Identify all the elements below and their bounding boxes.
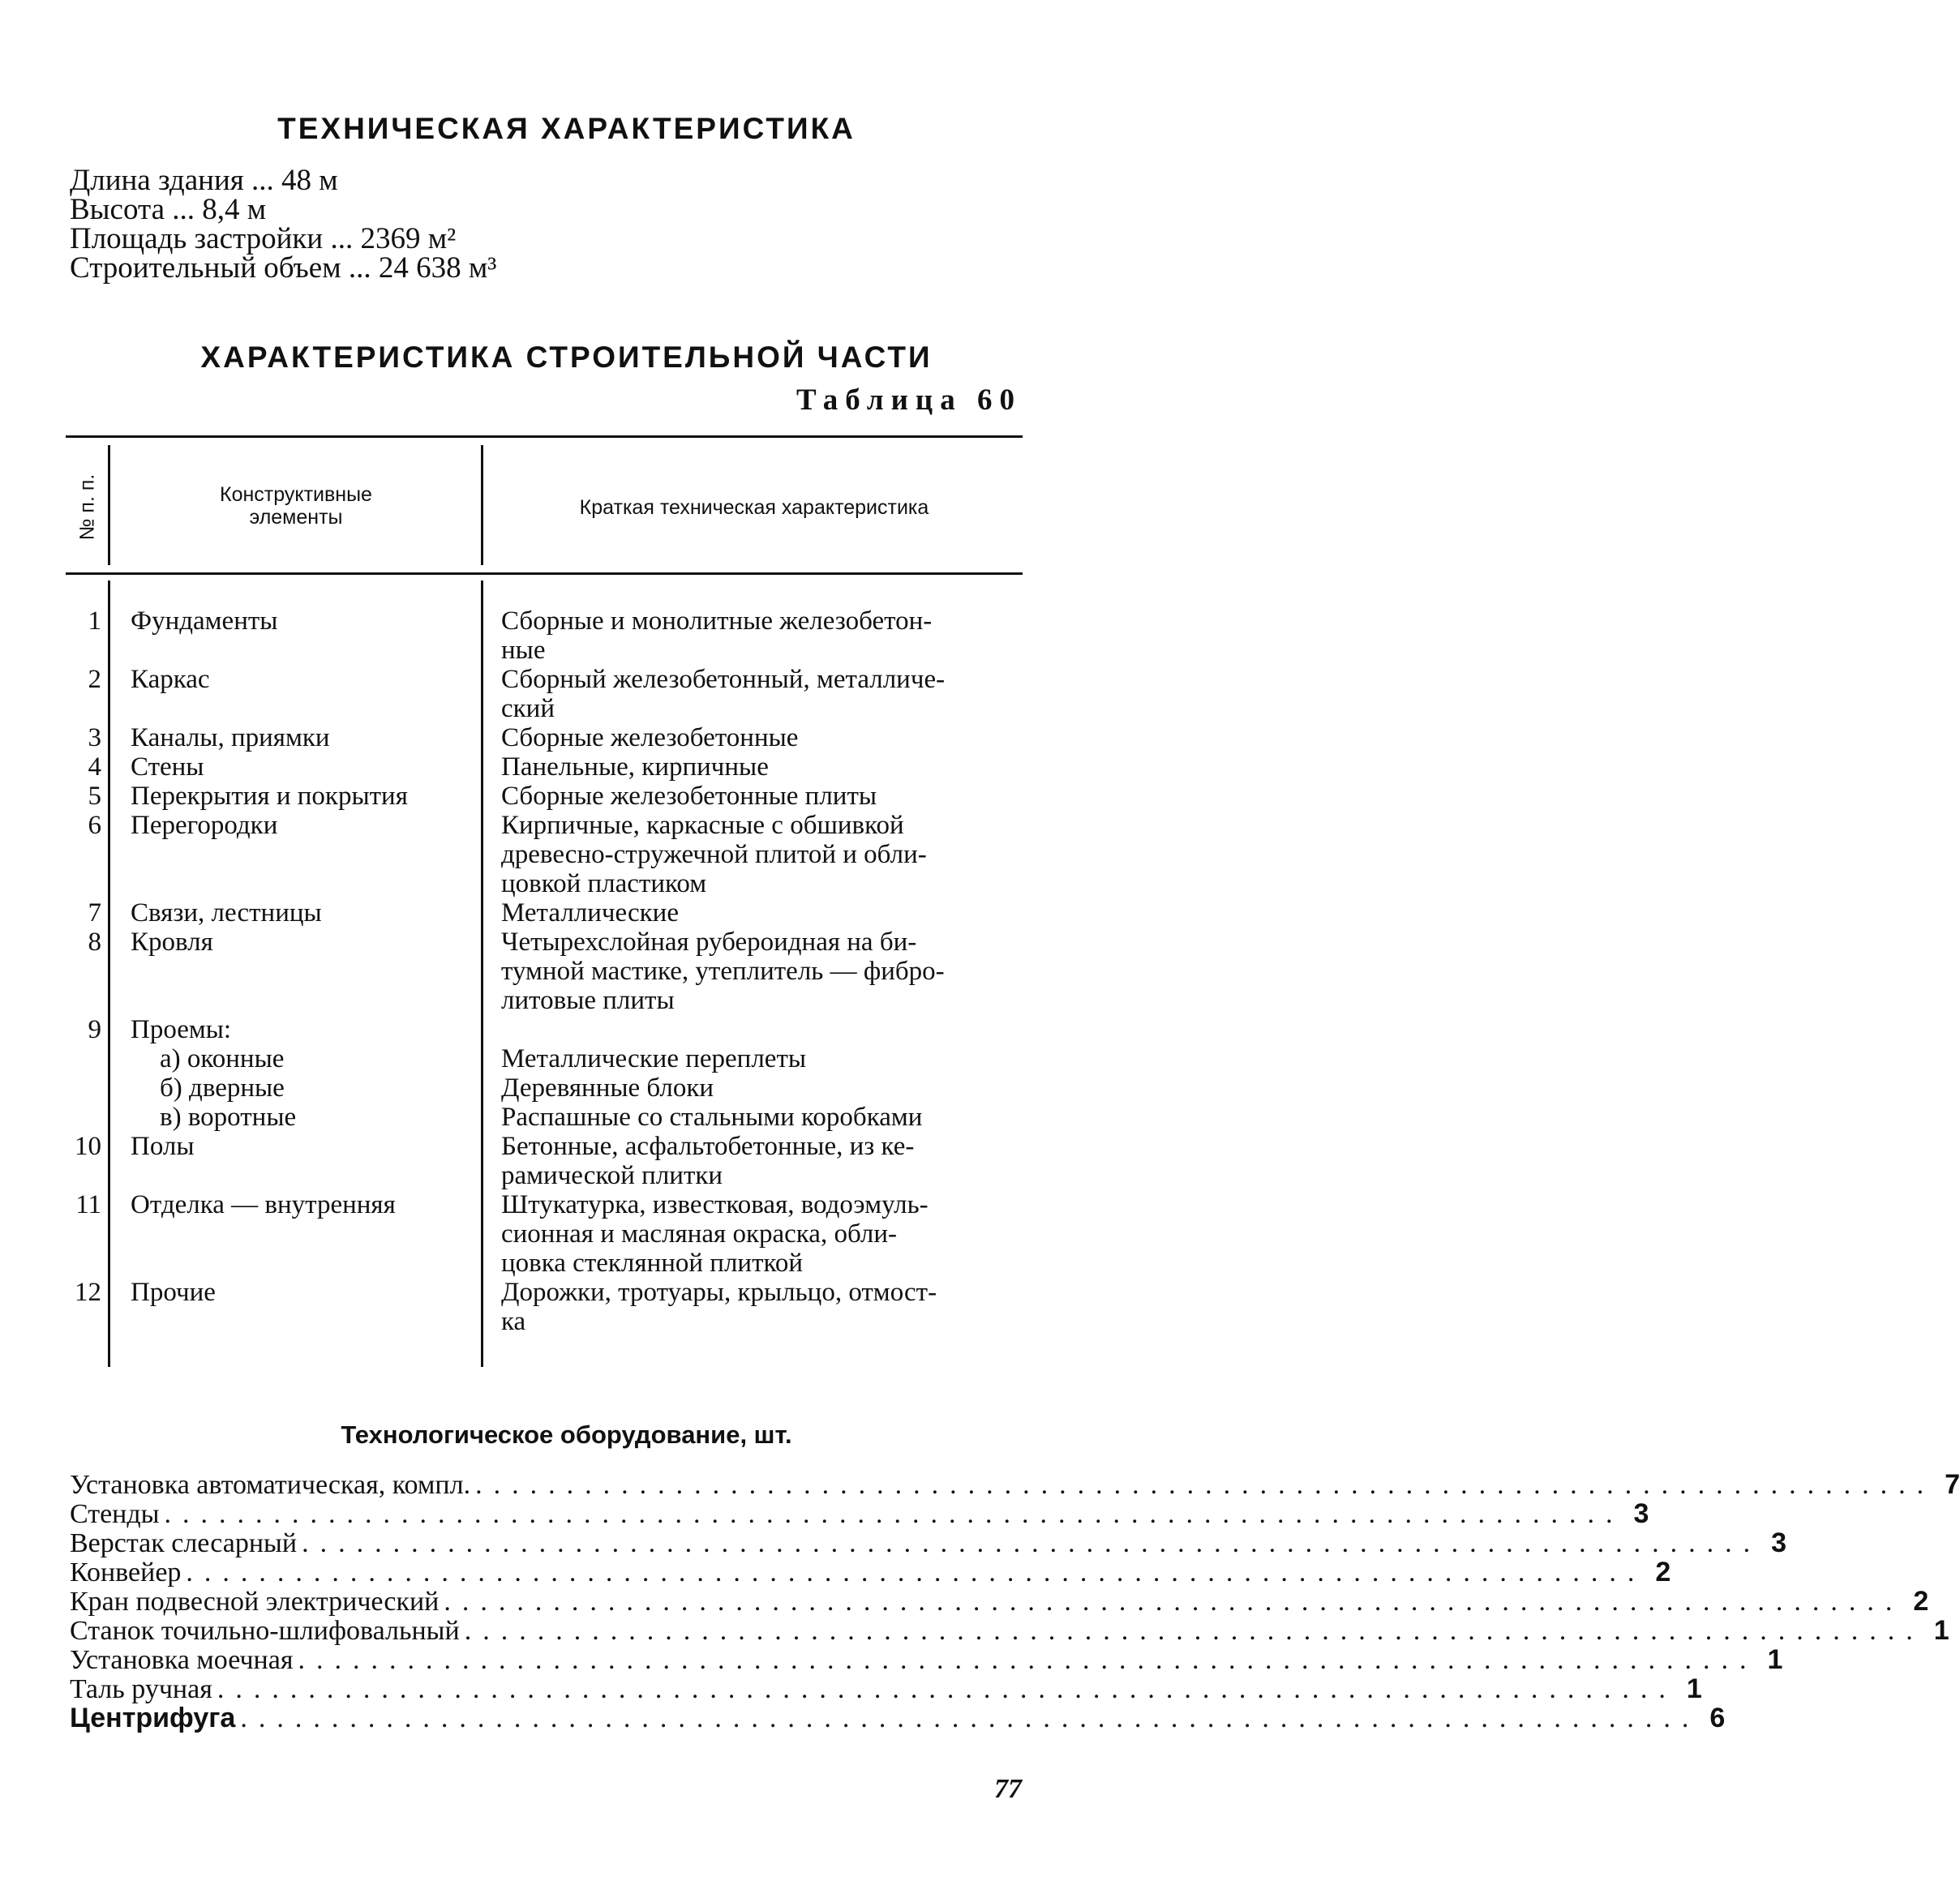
row-characteristic — [501, 782, 1024, 811]
row-characteristic — [501, 606, 1024, 665]
page-number: 77 — [994, 1774, 1022, 1804]
leader-dots: ................................................................................ — [186, 1557, 1646, 1587]
equipment-item — [70, 1586, 1929, 1617]
characteristic-line: ка — [501, 1307, 526, 1336]
equipment-name: Станок точильно-шлифовальный — [70, 1616, 460, 1646]
equipment-item — [70, 1498, 1649, 1529]
spec-volume: Строительный объем ... 24 638 м³ — [70, 251, 497, 285]
spec-height: Высота ... 8,4 м — [70, 193, 267, 226]
row-characteristic — [501, 928, 1024, 1015]
characteristic-line: Сборные железобетонные плиты — [501, 782, 877, 811]
element-line: а) оконные — [160, 1044, 285, 1073]
equipment-item — [70, 1557, 1671, 1587]
characteristic-line: тумной мастике, утеплитель — фибро- — [501, 957, 945, 986]
characteristic-line: рамической плитки — [501, 1161, 723, 1190]
row-number: 5 — [88, 782, 101, 811]
equipment-title: Технологическое оборудование, шт. — [341, 1420, 792, 1449]
body-divider-1 — [108, 581, 110, 1367]
row-element — [131, 752, 536, 782]
leader-dots: ................................................................................ — [302, 1528, 1762, 1558]
row-characteristic — [501, 752, 1024, 782]
leader-dots: ................................................................................ — [464, 1616, 1924, 1646]
characteristic-line: цовка стеклянной плиткой — [501, 1249, 804, 1278]
characteristic-line: Металлические переплеты — [501, 1044, 807, 1073]
row-number: 4 — [88, 752, 101, 782]
characteristic-line: Сборный железобетонный, металличе- — [501, 665, 946, 694]
equipment-name: Верстак слесарный — [70, 1528, 298, 1558]
row-number: 6 — [88, 811, 101, 840]
equipment-qty: 3 — [1771, 1527, 1786, 1558]
characteristic-line: литовые плиты — [501, 986, 675, 1015]
characteristic-line: ные — [501, 636, 546, 665]
row-element — [131, 898, 536, 928]
equipment-name: Конвейер — [70, 1557, 182, 1587]
tech-specs — [70, 166, 496, 283]
equipment-qty: 6 — [1709, 1703, 1726, 1733]
table-top-rule — [66, 435, 1023, 438]
row-characteristic — [501, 1015, 1024, 1132]
element-line: Отделка — внутренняя — [131, 1190, 396, 1219]
characteristic-line — [501, 1015, 1024, 1044]
row-number: 1 — [88, 606, 101, 636]
construction-title: ХАРАКТЕРИСТИКА СТРОИТЕЛЬНОЙ ЧАСТИ — [200, 341, 933, 374]
element-line: Прочие — [131, 1278, 216, 1307]
row-element — [131, 782, 536, 811]
characteristic-line: Распашные со стальными коробками — [501, 1103, 923, 1132]
equipment-name: Установка автоматическая, компл. — [70, 1470, 471, 1500]
row-number: 3 — [88, 723, 101, 752]
equipment-qty: 3 — [1633, 1498, 1649, 1529]
characteristic-line: Бетонные, асфальтобетонные, из ке- — [501, 1132, 915, 1161]
table-caption: Таблица 60 — [796, 383, 1022, 417]
element-line: в) воротные — [160, 1103, 297, 1132]
characteristic-line: Панельные, кирпичные — [501, 752, 769, 782]
characteristic-line: Дорожки, тротуары, крыльцо, отмост- — [501, 1278, 937, 1307]
leader-dots: ................................................................................ — [240, 1703, 1701, 1733]
characteristic-line: Сборные железобетонные — [501, 723, 799, 752]
equipment-name: Центрифуга — [70, 1703, 236, 1733]
equipment-item — [70, 1703, 1726, 1733]
row-element — [131, 1015, 536, 1132]
row-characteristic — [501, 898, 1024, 928]
row-number: 11 — [75, 1190, 101, 1219]
row-characteristic — [501, 1132, 1024, 1190]
element-line: Полы — [131, 1132, 195, 1161]
leader-dots: ................................................................................ — [217, 1674, 1677, 1704]
characteristic-line: Штукатурка, известковая, водоэмуль- — [501, 1190, 929, 1219]
equipment-qty: 1 — [1767, 1644, 1783, 1675]
header-divider-2 — [481, 445, 483, 565]
element-line: Кровля — [131, 928, 213, 957]
equipment-list — [70, 1469, 1960, 1733]
equipment-item — [70, 1644, 1783, 1675]
equipment-item — [70, 1673, 1702, 1704]
row-characteristic — [501, 723, 1024, 752]
row-element — [131, 1132, 536, 1161]
equipment-name: Установка моечная — [70, 1645, 294, 1675]
row-element — [131, 1190, 536, 1219]
row-element — [131, 1278, 536, 1307]
header-divider-1 — [108, 445, 110, 565]
header-num: № п. п. — [75, 473, 99, 540]
characteristic-line: Сборные и монолитные железобетон- — [501, 606, 933, 636]
row-element — [131, 811, 536, 840]
element-line: б) дверные — [160, 1073, 285, 1103]
body-divider-2 — [481, 581, 483, 1367]
equipment-name: Стенды — [70, 1499, 160, 1529]
characteristic-line: Четырехслойная рубероидная на би- — [501, 928, 917, 957]
row-characteristic — [501, 1278, 1024, 1336]
equipment-qty: 2 — [1913, 1586, 1929, 1617]
equipment-item — [70, 1469, 1960, 1500]
row-element — [131, 723, 536, 752]
characteristic-line: Деревянные блоки — [501, 1073, 714, 1103]
element-line: Стены — [131, 752, 204, 782]
row-number: 9 — [88, 1015, 101, 1044]
row-characteristic — [501, 811, 1024, 898]
row-characteristic — [501, 665, 1024, 723]
equipment-qty: 1 — [1933, 1615, 1949, 1646]
row-number: 7 — [88, 898, 101, 928]
element-line: Каналы, приямки — [131, 723, 330, 752]
equipment-qty: 7 — [1945, 1469, 1960, 1500]
equipment-item — [70, 1527, 1786, 1558]
characteristic-line: Металлические — [501, 898, 679, 928]
characteristic-line: древесно-стружечной плитой и обли- — [501, 840, 927, 869]
leader-dots: ................................................................................ — [475, 1470, 1936, 1500]
row-characteristic — [501, 1190, 1024, 1278]
row-element — [131, 928, 536, 957]
tech-title: ТЕХНИЧЕСКАЯ ХАРАКТЕРИСТИКА — [277, 112, 856, 145]
element-line: Каркас — [131, 665, 210, 694]
element-line: Проемы: — [131, 1015, 232, 1044]
element-line: Фундаменты — [131, 606, 278, 636]
equipment-name: Таль ручная — [70, 1674, 212, 1704]
element-line: Связи, лестницы — [131, 898, 322, 928]
equipment-name: Кран подвесной электрический — [70, 1587, 440, 1617]
spec-length: Длина здания ... 48 м — [70, 164, 338, 197]
element-line: Перекрытия и покрытия — [131, 782, 408, 811]
row-number: 12 — [75, 1278, 101, 1307]
element-line: Перегородки — [131, 811, 278, 840]
row-element — [131, 606, 536, 636]
characteristic-line: цовкой пластиком — [501, 869, 707, 898]
equipment-qty: 2 — [1655, 1557, 1671, 1587]
equipment-qty: 1 — [1686, 1673, 1702, 1704]
leader-dots: ................................................................................ — [444, 1587, 1904, 1617]
row-element — [131, 665, 536, 694]
leader-dots: ................................................................................ — [164, 1499, 1624, 1529]
characteristic-line: Кирпичные, каркасные с обшивкой — [501, 811, 904, 840]
spec-area: Площадь застройки ... 2369 м² — [70, 222, 457, 255]
characteristic-line: сионная и масляная окраска, обли- — [501, 1219, 898, 1249]
row-number: 10 — [75, 1132, 101, 1161]
row-number: 2 — [88, 665, 101, 694]
row-number: 8 — [88, 928, 101, 957]
equipment-item — [70, 1615, 1949, 1646]
characteristic-line: ский — [501, 694, 555, 723]
header-elements: Конструктивные элементы — [220, 483, 372, 529]
header-characteristic: Краткая техническая характеристика — [579, 496, 929, 519]
leader-dots: ................................................................................ — [298, 1645, 1758, 1675]
table-header-rule — [66, 572, 1023, 575]
